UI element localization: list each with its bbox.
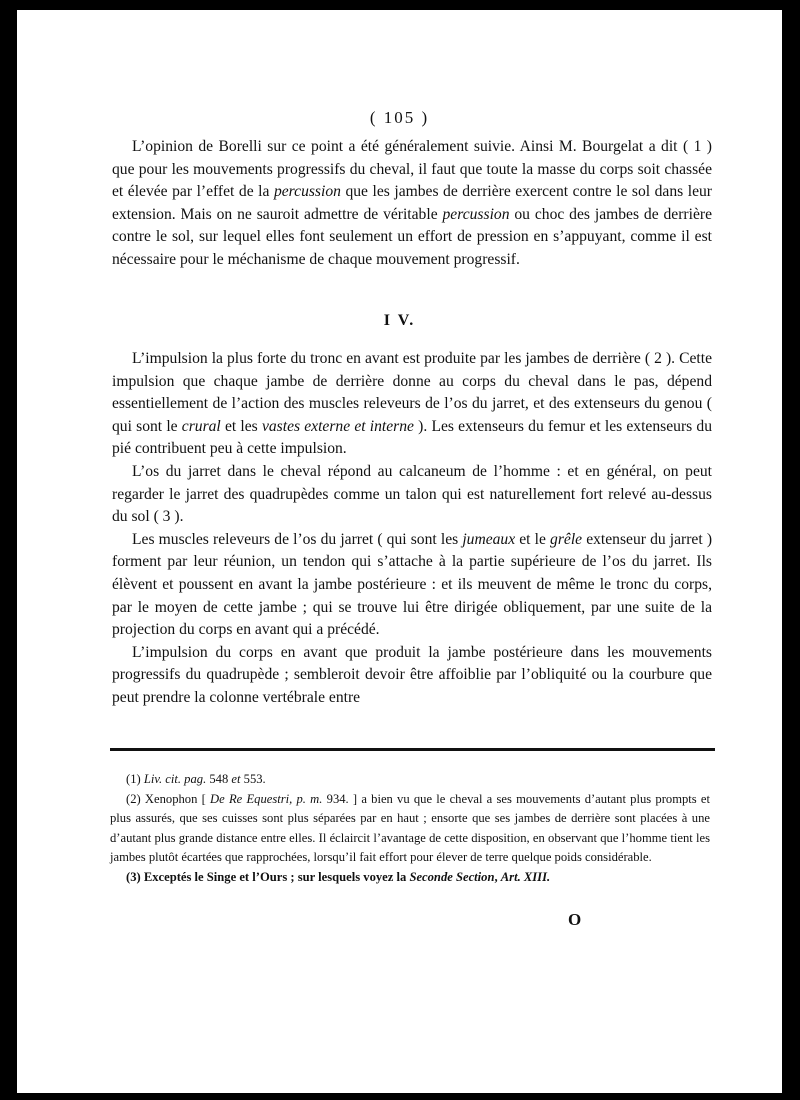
italic-term: crural <box>181 417 221 435</box>
footnotes <box>110 770 710 888</box>
footnote-text: , <box>494 870 501 885</box>
paragraph-obliquite: L’impulsion du corps en avant que produit la jambe postérieure dans les mouvements progressifs du quadrupède ; sembleroit devoir être affoiblie par l’obliquité ou la courbure que peut prendre la colonne vertébrale entre <box>112 643 712 706</box>
italic-term: Art. XIII. <box>500 870 551 885</box>
italic-term: percussion <box>273 183 341 201</box>
footnote-1 <box>110 770 710 789</box>
paragraph-text: ). Les extenseurs du femur et les extenseurs du pié contribuent peu à cette impulsion. <box>112 417 712 458</box>
footnote-separator <box>110 748 715 751</box>
paragraph-text: que les jambes de derrière exercent contre le sol dans leur extension. Mais on ne sauroit admettre de véritable <box>112 183 712 223</box>
paragraph-text: Les muscles releveurs de l’os du jarret ( qui sont les <box>132 530 463 548</box>
footnote-3 <box>110 868 710 887</box>
paragraph-jarret: L’os du jarret dans le cheval répond au calcaneum de l’homme : et en général, on peut regarder le jarret des quadrupèdes comme un talon qui est naturellement fort relevé au-dessus du sol ( 3 ). <box>112 462 712 526</box>
paragraph-muscles <box>112 529 712 642</box>
footnote-2 <box>110 790 710 867</box>
italic-term: jumeaux <box>462 530 516 548</box>
catchword: O <box>568 910 582 929</box>
italic-term: percussion <box>442 205 510 223</box>
paragraph-text: extenseur du jarret ) forment par leur réunion, un tendon qui s’attache à la partie supérieure de l’os du jarret. Ils élèvent et poussent en avant la jambe postérieure : et ils meuvent de même le tronc du corps, par le moyen de cette jambe ; qui se trouve lui être dirigée obliquement, par une suite de la projection du corps en avant qui a précédé. <box>112 530 713 639</box>
paragraph-text: ou choc des jambes de derrière contre le sol, sur lequel elles font seulement un effort de pression en s’appuyant, comme il est nécessaire pour le méchanisme de chaque mouvement progressif. <box>112 205 712 268</box>
paragraph-text: L’impulsion la plus forte du tronc en avant est produite par les jambes de derrière ( 2 ). Cette impulsion que chaque jambe de derrière donne au corps du cheval dans le pas, dépend essentiellement de l’action des muscles releveurs de l’os du jarret, et des extenseurs du genou ( qui sont le <box>112 350 712 435</box>
body-paragraphs <box>112 348 712 710</box>
paragraph-text: et le <box>515 530 551 548</box>
book-page <box>17 10 782 1093</box>
paragraph-text: et les <box>220 417 262 435</box>
paragraph-impulsion <box>112 348 712 461</box>
footnote-text: (2) Xenophon [ <box>126 792 211 807</box>
section-heading: I V. <box>383 312 416 329</box>
footnote-text: 553. <box>240 772 266 786</box>
page-number: ( 105 ) <box>369 108 430 127</box>
italic-term: De Re Equestri, p. m. <box>210 792 323 807</box>
italic-term: vastes externe et interne <box>261 417 414 435</box>
italic-term: grêle <box>550 530 583 548</box>
italic-term: Seconde Section <box>409 870 495 885</box>
footnote-text: 934. ] a bien vu que le cheval a ses mouvements d’autant plus prompts et plus assurés, que ses cuisses sont plus séparées par en haut ; ensorte que ses jambes de derrière sont placées à une d’autant plus grande distance entre elles. Il éclaircit l’avantage de cette disposition, en observant que l’homme tient les jambes plutôt écartées que rapprochées, lorsqu’il fait effort pour élever de terre quelque poids considérable. <box>110 792 710 864</box>
footnote-text: 548 <box>206 772 232 786</box>
italic-term: Liv. cit. pag. <box>143 772 207 786</box>
footnote-mark: (1) <box>126 772 144 786</box>
italic-term: et <box>231 772 241 786</box>
paragraph-borelli-opinion <box>112 136 712 272</box>
footnote-text: (3) Exceptés le Singe et l’Ours ; sur lesquels voyez la <box>126 870 410 885</box>
paragraph-text: L’opinion de Borelli sur ce point a été généralement suivie. Ainsi M. Bourgelat a dit ( 1 ) que pour les mouvements progressifs du cheval, il faut que toute la masse du corps soit chassée et élevée par l’effet de la <box>112 138 712 201</box>
